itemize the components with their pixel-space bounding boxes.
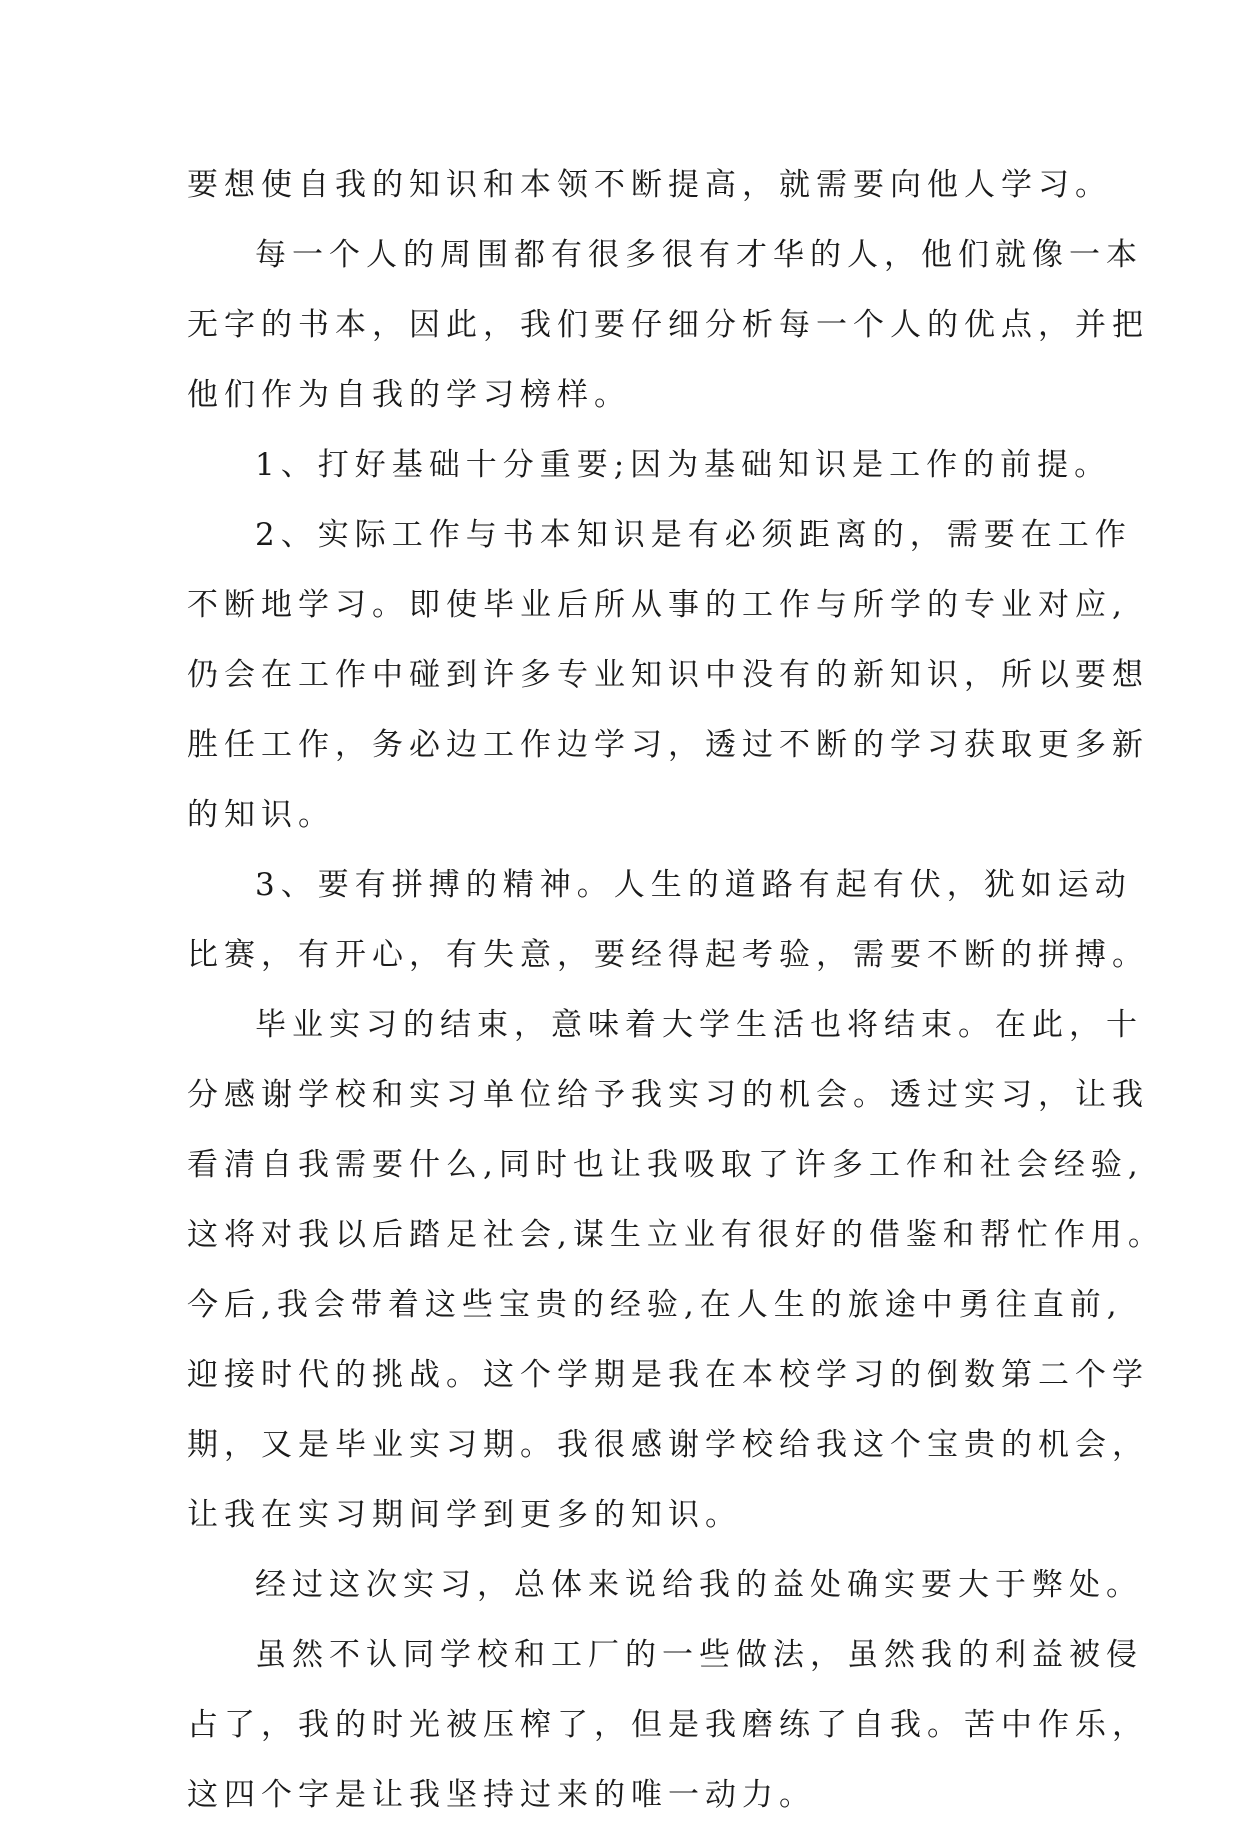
text-line: 让我在实习期间学到更多的知识。 — [187, 1497, 742, 1533]
paragraph-first-line: 每一个人的周围都有很多很有才华的人，他们就像一本 — [255, 237, 1143, 273]
text-line: 看清自我需要什么,同时也让我吸取了许多工作和社会经验, — [187, 1147, 1144, 1183]
paragraph-first-line: 经过这次实习，总体来说给我的益处确实要大于弊处。 — [255, 1567, 1143, 1603]
paragraph-first-line: 虽然不认同学校和工厂的一些做法，虽然我的利益被侵 — [255, 1637, 1143, 1673]
text-line: 不断地学习。即使毕业后所从事的工作与所学的专业对应, — [187, 587, 1128, 623]
text-line: 今后,我会带着这些宝贵的经验,在人生的旅途中勇往直前, — [187, 1287, 1123, 1323]
text-line: 仍会在工作中碰到许多专业知识中没有的新知识，所以要想 — [187, 657, 1149, 693]
text-line: 占了，我的时光被压榨了，但是我磨练了自我。苦中作乐， — [187, 1707, 1149, 1743]
document-body — [187, 150, 1165, 1830]
paragraph-first-line: 毕业实习的结束，意味着大学生活也将结束。在此，十 — [255, 1007, 1143, 1043]
text-line: 迎接时代的挑战。这个学期是我在本校学习的倒数第二个学 — [187, 1357, 1149, 1393]
text-line: 比赛，有开心，有失意，要经得起考验，需要不断的拼搏。 — [187, 937, 1149, 973]
text-line: 这四个字是让我坚持过来的唯一动力。 — [187, 1777, 816, 1813]
text-line: 期，又是毕业实习期。我很感谢学校给我这个宝贵的机会， — [187, 1427, 1149, 1463]
text-line: 他们作为自我的学习榜样。 — [187, 377, 631, 413]
paragraph-first-line: 2、实际工作与书本知识是有必须距离的，需要在工作 — [255, 517, 1132, 553]
text-line: 胜任工作，务必边工作边学习，透过不断的学习获取更多新 — [187, 727, 1149, 763]
text-line: 的知识。 — [187, 797, 335, 833]
text-line: 分感谢学校和实习单位给予我实习的机会。透过实习，让我 — [187, 1077, 1149, 1113]
text-line: 无字的书本，因此，我们要仔细分析每一个人的优点，并把 — [187, 307, 1149, 343]
text-line: 要想使自我的知识和本领不断提高，就需要向他人学习。 — [187, 167, 1112, 203]
paragraph-first-line: 1、打好基础十分重要;因为基础知识是工作的前提。 — [255, 447, 1112, 483]
paragraph-first-line: 3、要有拼搏的精神。人生的道路有起有伏，犹如运动 — [255, 867, 1132, 903]
text-line: 这将对我以后踏足社会,谋生立业有很好的借鉴和帮忙作用。 — [187, 1217, 1165, 1253]
